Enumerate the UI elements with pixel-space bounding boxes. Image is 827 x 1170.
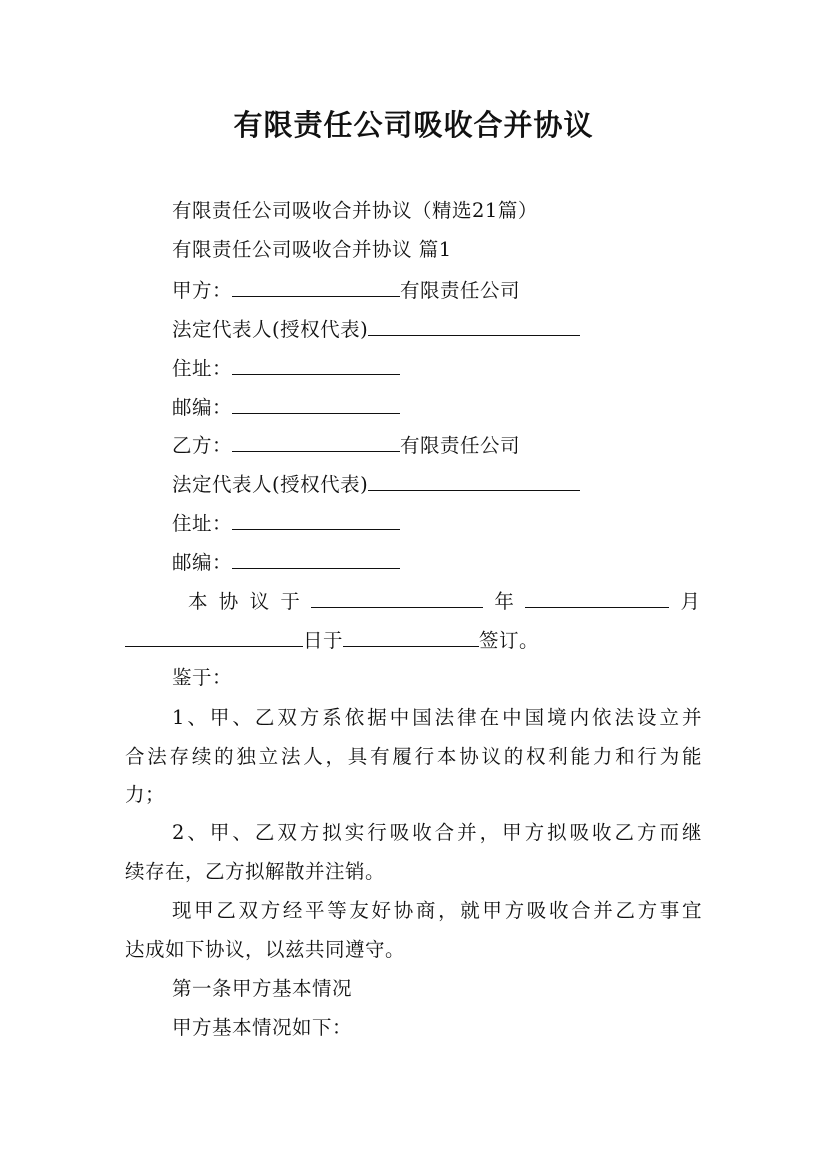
clause-1-line-1: 1、甲、乙双方系依据中国法律在中国境内依法设立并: [172, 706, 705, 729]
clause-1-line-3: 力；: [125, 783, 166, 806]
document-title: 有限责任公司吸收合并协议: [233, 108, 594, 142]
party-b-postcode-blank: [232, 548, 400, 569]
signing-year-blank: [311, 587, 483, 608]
party-b-postcode-label: 邮编：: [172, 551, 233, 574]
party-a-label: 甲方：: [172, 279, 233, 302]
party-b-postcode-line: [172, 548, 400, 576]
signing-line-1: [188, 587, 700, 615]
signing-word-3: 议: [249, 590, 270, 613]
party-b-label: 乙方：: [172, 434, 233, 457]
party-a-address-blank: [232, 354, 400, 375]
party-b-address-blank: [232, 509, 400, 530]
clause-2-line-2: 续存在，乙方拟解散并注销。: [125, 860, 386, 883]
party-b-rep-blank: [368, 470, 580, 491]
party-a-suffix: 有限责任公司: [400, 279, 521, 302]
party-b-address-line: [172, 509, 400, 537]
party-b-line: [172, 431, 520, 459]
subtitle: 有限责任公司吸收合并协议（精选21篇）: [172, 199, 538, 222]
clause-1-line-2: 合法存续的独立法人，具有履行本协议的权利能力和行为能: [125, 745, 705, 768]
party-b-rep-label: 法定代表人(授权代表): [172, 473, 369, 496]
signing-word-2: 协: [218, 590, 239, 613]
signing-word-4: 于: [280, 590, 300, 613]
party-a-address-label: 住址：: [172, 357, 233, 380]
signing-month: 月: [680, 590, 700, 613]
party-a-rep-blank: [368, 315, 580, 336]
party-b-suffix: 有限责任公司: [400, 434, 521, 457]
party-a-postcode-line: [172, 393, 400, 421]
party-a-postcode-blank: [232, 393, 400, 414]
part-heading: 有限责任公司吸收合并协议 篇1: [172, 238, 452, 261]
signing-year: 年: [494, 590, 514, 613]
signing-month-blank: [525, 587, 669, 608]
party-b-address-label: 住址：: [172, 512, 233, 535]
signing-line-2: [125, 626, 539, 654]
article-1-intro: 甲方基本情况如下：: [172, 1016, 353, 1039]
clause-2-line-1: 2、甲、乙双方拟实行吸收合并，甲方拟吸收乙方而继: [172, 821, 705, 844]
signing-day-blank: [125, 626, 303, 647]
party-a-rep-line: [172, 315, 580, 343]
party-a-rep-label: 法定代表人(授权代表): [172, 318, 369, 341]
signing-day-at: 日于: [303, 629, 344, 652]
party-b-rep-line: [172, 470, 580, 498]
signing-place-blank: [343, 626, 479, 647]
whereas-heading: 鉴于：: [172, 666, 233, 689]
article-1-title: 第一条甲方基本情况: [172, 977, 353, 1000]
party-a-address-line: [172, 354, 400, 382]
agreement-line-1: 现甲乙双方经平等友好协商，就甲方吸收合并乙方事宜: [172, 899, 705, 922]
signing-signed: 签订。: [479, 629, 540, 652]
party-a-postcode-label: 邮编：: [172, 396, 233, 419]
party-b-name-blank: [232, 431, 400, 452]
party-a-line: [172, 276, 520, 304]
signing-word-1: 本: [188, 590, 208, 613]
agreement-line-2: 达成如下协议，以兹共同遵守。: [125, 938, 406, 961]
party-a-name-blank: [232, 276, 400, 297]
